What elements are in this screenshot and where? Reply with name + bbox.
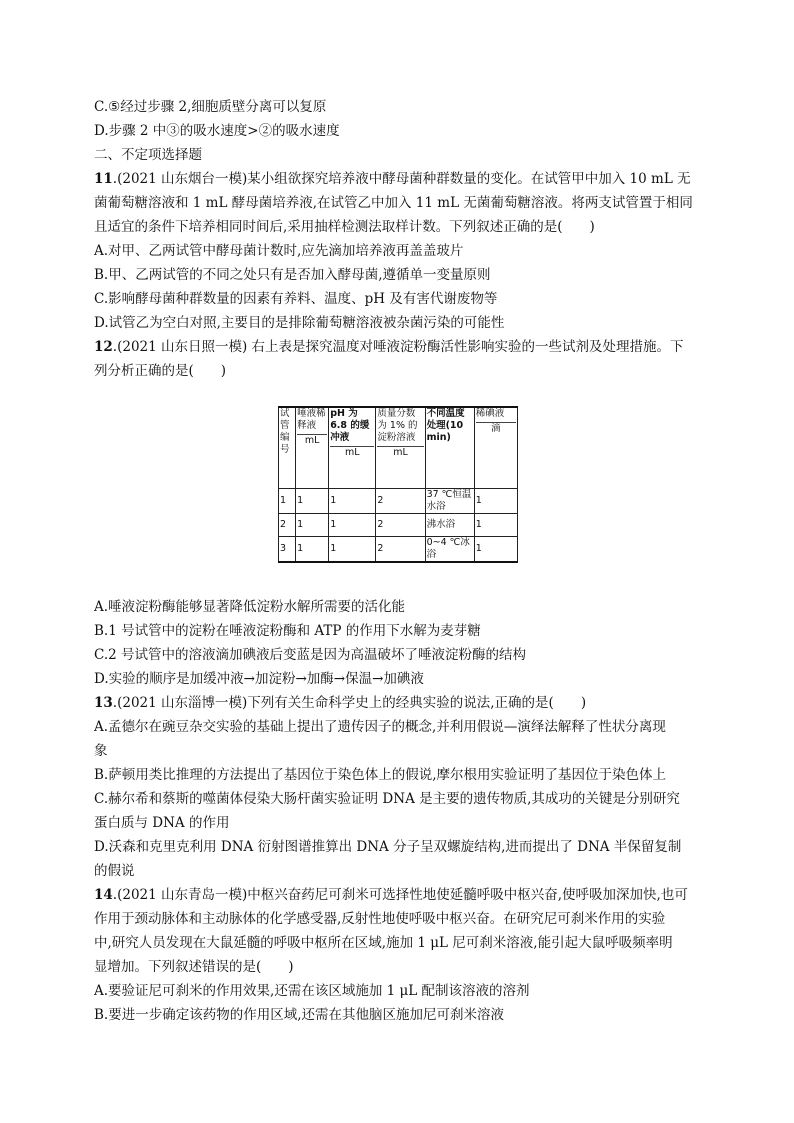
experiment-table-wrap [278, 406, 518, 574]
table-row [279, 514, 518, 537]
q12-stem-line1 [94, 337, 684, 357]
header-starch-label: 质量分数为 1% 的淀粉溶液 [377, 408, 418, 443]
q13-option-d-line1: D.沃森和克里克利用 DNA 衍射图谱推算出 DNA 分子呈双螺旋结构,进而提出了 DNA 半保留复制 [94, 839, 682, 855]
table-cell: 2 [376, 537, 425, 563]
q14-stem-line3: 中,研究人员发现在大鼠延髓的呼吸中枢所在区域,施加 1 μL 尼可刹米溶液,能引起大鼠呼吸频率明 [94, 935, 673, 951]
q13-option-c-line2: 蛋白质与 DNA 的作用 [94, 815, 230, 831]
table-cell: 1 [474, 537, 517, 563]
q12-option-b: B.1 号试管中的淀粉在唾液淀粉酶和 ATP 的作用下水解为麦芽糖 [94, 623, 481, 639]
q13-option-b: B.萨顿用类比推理的方法提出了基因位于染色体上的假说,摩尔根用实验证明了基因位于染色体上 [94, 767, 667, 783]
option-d-prev: D.步骤 2 中③的吸水速度>②的吸水速度 [94, 123, 340, 139]
q13-option-a-line2: 象 [94, 743, 108, 759]
q11-option-c: C.影响酵母菌种群数量的因素有养料、温度、pH 及有害代谢废物等 [94, 291, 498, 307]
table-cell: 1 [474, 489, 517, 514]
table-cell: 1 [296, 537, 329, 563]
experiment-table [278, 406, 518, 563]
q12-stem-line2: 列分析正确的是( ) [94, 363, 227, 379]
q13-number: 13 [94, 695, 113, 711]
header-starch-unit: mL [377, 446, 423, 459]
q11-option-a: A.对甲、乙两试管中酵母菌计数时,应先滴加培养液再盖盖玻片 [94, 243, 464, 259]
table-cell: 37 ℃恒温水浴 [425, 489, 474, 514]
header-temperature-label: 不同温度处理(10 min) [426, 408, 465, 443]
header-iodine-unit: 滴 [476, 422, 516, 435]
table-cell: 1 [296, 489, 329, 514]
q14-number: 14 [94, 887, 113, 903]
table-cell: 1 [279, 489, 296, 514]
q13-option-d-line2: 的假说 [94, 863, 135, 879]
header-buffer-label: pH 为 6.8 的缓冲液 [330, 408, 370, 443]
header-saliva-label: 唾液稀释液 [297, 408, 326, 431]
q11-stem-line2: 菌葡萄糖溶液和 1 mL 酵母菌培养液,在试管乙中加入 11 mL 无菌葡萄糖溶液。将两支试管置于相同 [94, 195, 693, 211]
header-buffer-unit: mL [330, 446, 374, 459]
q14-option-b: B.要进一步确定该药物的作用区域,还需在其他脑区施加尼可刹米溶液 [94, 1007, 505, 1023]
table-header-row [279, 407, 518, 489]
q11-option-b: B.甲、乙两试管的不同之处只有是否加入酵母菌,遵循单一变量原则 [94, 267, 491, 283]
header-temperature [425, 407, 474, 489]
q12-number: 12 [94, 339, 113, 355]
q11-number: 11 [94, 171, 113, 187]
header-saliva [296, 407, 329, 489]
table-cell: 0~4 ℃冰浴 [425, 537, 474, 563]
header-iodine-label: 稀碘液 [475, 408, 505, 419]
q14-stem-line4: 显增加。下列叙述错误的是( ) [94, 959, 294, 975]
table-row [279, 489, 518, 514]
q13-option-a-line1: A.孟德尔在豌豆杂交实验的基础上提出了遗传因子的概念,并利用假说—演绎法解释了性状分离现 [94, 719, 666, 735]
table-cell: 3 [279, 537, 296, 563]
q11-option-d: D.试管乙为空白对照,主要目的是排除葡萄糖溶液被杂菌污染的可能性 [94, 315, 505, 331]
header-tube-number: 试管编号 [279, 407, 296, 489]
q13-stem-text: .(2021 山东淄博一模)下列有关生命科学史上的经典实验的说法,正确的是( ) [112, 695, 587, 711]
q11-stem-line3: 且适宜的条件下培养相同时间后,采用抽样检测法取样计数。下列叙述正确的是( ) [94, 219, 595, 235]
header-iodine [474, 407, 517, 489]
table-cell: 2 [376, 489, 425, 514]
table-cell: 1 [329, 489, 376, 514]
table-cell: 1 [329, 537, 376, 563]
table-cell: 2 [279, 514, 296, 537]
q14-stem-text: .(2021 山东青岛一模)中枢兴奋药尼可刹米可选择性地使延髓呼吸中枢兴奋,使呼吸加深加快,也可 [112, 887, 688, 903]
table-cell: 沸水浴 [425, 514, 474, 537]
q13-option-c-line1: C.赫尔希和蔡斯的噬菌体侵染大肠杆菌实验证明 DNA 是主要的遗传物质,其成功的关键是分别研究 [94, 791, 680, 807]
table-cell: 1 [296, 514, 329, 537]
q11-stem-line1 [94, 169, 691, 189]
q14-option-a: A.要验证尼可刹米的作用效果,还需在该区域施加 1 μL 配制该溶液的溶剂 [94, 983, 530, 999]
section-heading: 二、不定项选择题 [94, 147, 202, 163]
option-c-prev: C.⑤经过步骤 2,细胞质壁分离可以复原 [94, 99, 327, 115]
q14-stem-line2: 作用于颈动脉体和主动脉体的化学感受器,反射性地使呼吸中枢兴奋。在研究尼可刹米作用的实验 [94, 911, 666, 927]
table-row [279, 537, 518, 563]
q13-stem [94, 693, 586, 713]
table-cell: 2 [376, 514, 425, 537]
header-saliva-unit: mL [297, 434, 327, 447]
header-starch [376, 407, 425, 489]
table-cell: 1 [474, 514, 517, 537]
q12-stem-text: .(2021 山东日照一模) 右上表是探究温度对唾液淀粉酶活性影响实验的一些试剂及处理措施。下 [112, 339, 684, 355]
q11-stem-text: .(2021 山东烟台一模)某小组欲探究培养液中酵母菌种群数量的变化。在试管甲中加入 10 mL 无 [112, 171, 691, 187]
q12-option-d: D.实验的顺序是加缓冲液→加淀粉→加酶→保温→加碘液 [94, 671, 424, 687]
q14-stem-line1 [94, 885, 688, 905]
q12-option-a: A.唾液淀粉酶能够显著降低淀粉水解所需要的活化能 [94, 599, 406, 615]
header-buffer [329, 407, 376, 489]
table-cell: 1 [329, 514, 376, 537]
q12-option-c: C.2 号试管中的溶液滴加碘液后变蓝是因为高温破坏了唾液淀粉酶的结构 [94, 647, 527, 663]
